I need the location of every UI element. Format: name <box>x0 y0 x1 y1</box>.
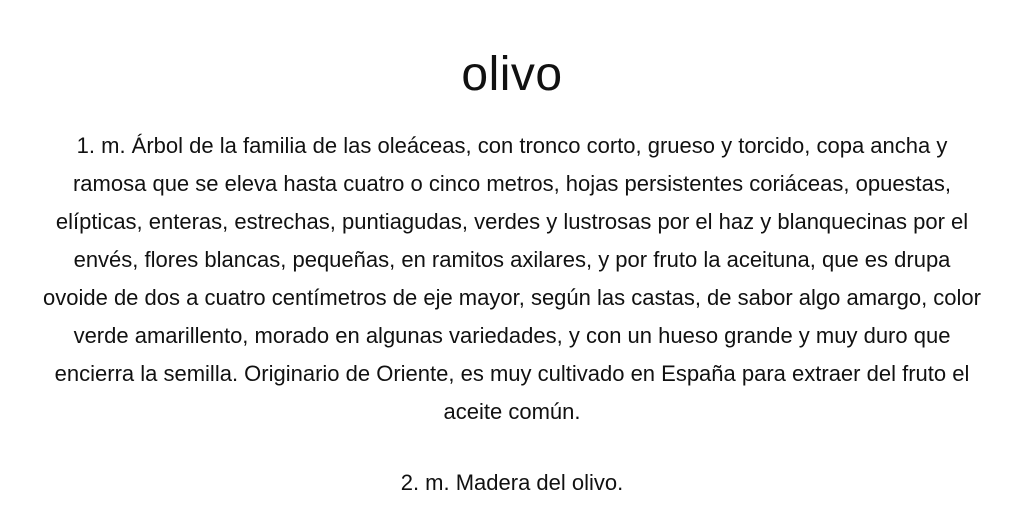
definition-sense-2: 2. m. Madera del olivo. <box>400 470 624 495</box>
headword: olivo <box>461 48 563 101</box>
definition-sense-1: 1. m. Árbol de la familia de las oleáceas, con tronco corto, grueso y torcido, copa ancha y ramosa que se eleva hasta cuatro o cinco metros, hojas persistentes coriáceas, opuestas, elípticas, enteras, estrechas, puntiagudas, verdes y lustrosas por el haz y blanquecinas por el envés, flores blancas, pequeñas, en ramitos axilares, y por fruto la aceituna, que es drupa ovoide de dos a cuatro centímetros de eje mayor, según las castas, de sabor algo amargo, color verde amarillento, morado en algunas variedades, y con un hueso grande y muy duro que encierra la semilla. Originario de Oriente, es muy cultivado en España para extraer del fruto el aceite común. <box>43 133 981 424</box>
